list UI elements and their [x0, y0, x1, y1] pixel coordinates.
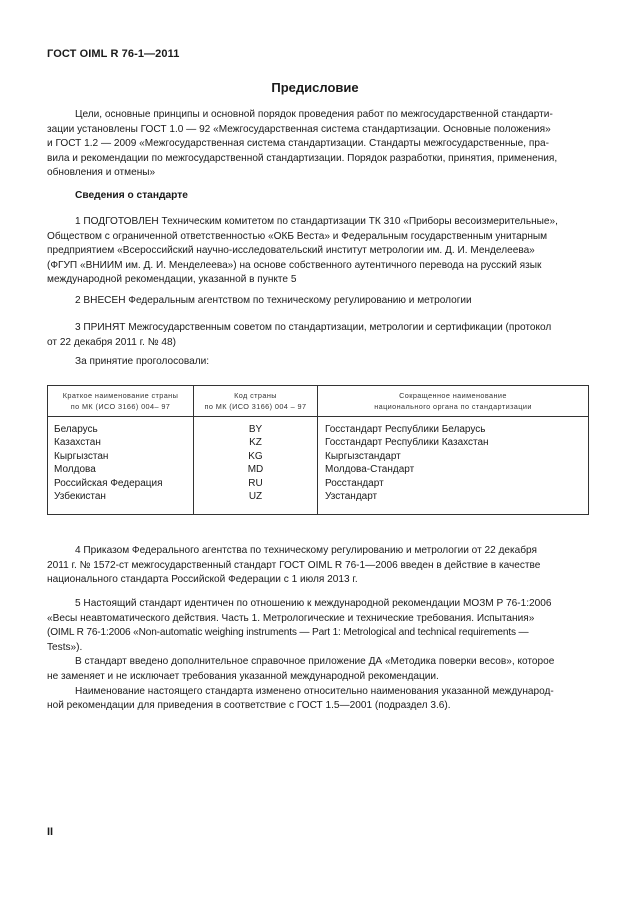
text-line: 2011 г. № 1572-ст межгосударственный стандарт ГОСТ OIML R 76-1—2006 введен в действие в качестве: [47, 559, 541, 571]
intro-paragraph: [47, 108, 589, 181]
table-cell-code: UZ: [248, 491, 263, 503]
table-cell-code: KG: [248, 450, 263, 462]
section-heading: Сведения о стандарте: [75, 190, 188, 201]
table-cell-body: Росстандарт: [325, 477, 384, 489]
table-cell-country: Российская Федерация: [54, 477, 163, 489]
text-line: 5 Настоящий стандарт идентичен по отношению к международной рекомендации МОЗМ Р 76-1:2006: [75, 598, 552, 609]
item-4-paragraph: [47, 544, 589, 588]
table-header-body: [318, 391, 588, 412]
page-title: Предисловие: [271, 80, 359, 95]
country-column: [54, 423, 192, 503]
table-cell-code: RU: [248, 477, 263, 489]
table-cell-code: MD: [247, 464, 264, 476]
item-1-paragraph: [47, 215, 589, 288]
text-line: ной рекомендации для приведения в соответствие с ГОСТ 1.5—2001 (подраздел 3.6).: [47, 700, 451, 712]
text-line: зации установлены ГОСТ 1.0 — 92 «Межгосударственная система стандартизации. Основные положения»: [47, 123, 551, 135]
item-5-paragraph: [47, 597, 589, 714]
text-line: обновления и отмены»: [47, 167, 156, 179]
page-number: II: [47, 826, 54, 838]
text-line: и ГОСТ 1.2 — 2009 «Межгосударственная система стандартизации. Стандарты межгосударственные, пра-: [47, 138, 549, 150]
header-line: Краткое наименование страны: [62, 391, 179, 400]
table-cell-country: Узбекистан: [54, 491, 106, 503]
text-line: Tests»).: [47, 641, 83, 653]
voted-label: [47, 355, 589, 370]
table-cell-country: Молдова: [54, 464, 96, 476]
table-cell-body: Кыргызстандарт: [325, 450, 401, 462]
text-line: от 22 декабря 2011 г. № 48): [47, 336, 176, 348]
text-line: Обществом с ограниченной ответственностью «ОКБ Веста» и Федеральным государственным унитарным: [47, 230, 548, 242]
document-code-header: ГОСТ OIML R 76-1—2011: [47, 48, 180, 60]
item-3-paragraph: [47, 321, 589, 350]
table-header-code: [194, 391, 317, 412]
text-line: не заменяет и не исключает требования указанной международной рекомендации.: [47, 670, 439, 682]
text-line: «Весы неавтоматического действия. Часть 1. Метрологические и технические требования. Испытания»: [47, 612, 535, 624]
table-cell-body: Узстандарт: [325, 491, 378, 503]
header-line: Сокращенное наименование: [399, 391, 507, 400]
table-cell-code: BY: [248, 424, 263, 435]
table-header-country: [48, 391, 193, 412]
table-cell-code: KZ: [249, 437, 262, 449]
text-line: вила и рекомендации по межгосударственной стандартизации. Порядок разработки, принятия, применения,: [47, 152, 558, 164]
table-cell-country: Кыргызстан: [54, 450, 109, 462]
text-line: (OIML R 76-1:2006 «Non-automatic weighing instruments — Part 1: Metrological and technical requirements —: [47, 627, 529, 639]
header-line: по МК (ИСО 3166) 004– 97: [70, 401, 171, 411]
text-line: 2 ВНЕСЕН Федеральным агентством по техническому регулированию и метрологии: [75, 295, 472, 306]
table-header-divider: [48, 416, 588, 417]
text-line: предприятием «Всероссийский научно-исследовательский институт метрологии им. Д. И. Менделеева»: [47, 245, 535, 257]
table-cell-body: Госстандарт Республики Беларусь: [325, 424, 486, 435]
header-line: Код страны: [234, 391, 277, 400]
table-cell-body: Госстандарт Республики Казахстан: [325, 437, 489, 449]
code-column: [194, 423, 317, 503]
text-line: Наименование настоящего стандарта изменено относительно наименования указанной международ-: [75, 685, 554, 697]
text-line: В стандарт введено дополнительное справочное приложение ДА «Методика поверки весов», которое: [75, 656, 555, 668]
table-cell-body: Молдова-Стандарт: [325, 464, 415, 476]
text-line: Цели, основные принципы и основной порядок проведения работ по межгосударственной стандарти-: [75, 109, 553, 120]
text-line: 1 ПОДГОТОВЛЕН Техническим комитетом по стандартизации ТК 310 «Приборы весоизмерительные»,: [75, 216, 558, 227]
text-line: международной рекомендации, указанной в пункте 5: [47, 274, 297, 286]
voting-countries-table: [47, 385, 589, 515]
text-line: национального стандарта Российской Федерации с 1 июля 2013 г.: [47, 574, 358, 586]
body-column: [325, 423, 587, 503]
text-line: (ФГУП «ВНИИМ им. Д. И. Менделеева») на основе собственного аутентичного перевода на русский язык: [47, 259, 542, 271]
text-line: 4 Приказом Федерального агентства по техническому регулированию и метрологии от 22 декабря: [75, 545, 538, 556]
text-line: За принятие проголосовали:: [75, 356, 210, 367]
text-line: 3 ПРИНЯТ Межгосударственным советом по стандартизации, метрологии и сертификации (протокол: [75, 322, 552, 333]
table-cell-country: Беларусь: [54, 424, 98, 435]
header-line: по МК (ИСО 3166) 004 – 97: [204, 401, 307, 411]
header-line: национального органа по стандартизации: [374, 401, 532, 411]
table-cell-country: Казахстан: [54, 437, 101, 449]
item-2-paragraph: [47, 294, 589, 309]
